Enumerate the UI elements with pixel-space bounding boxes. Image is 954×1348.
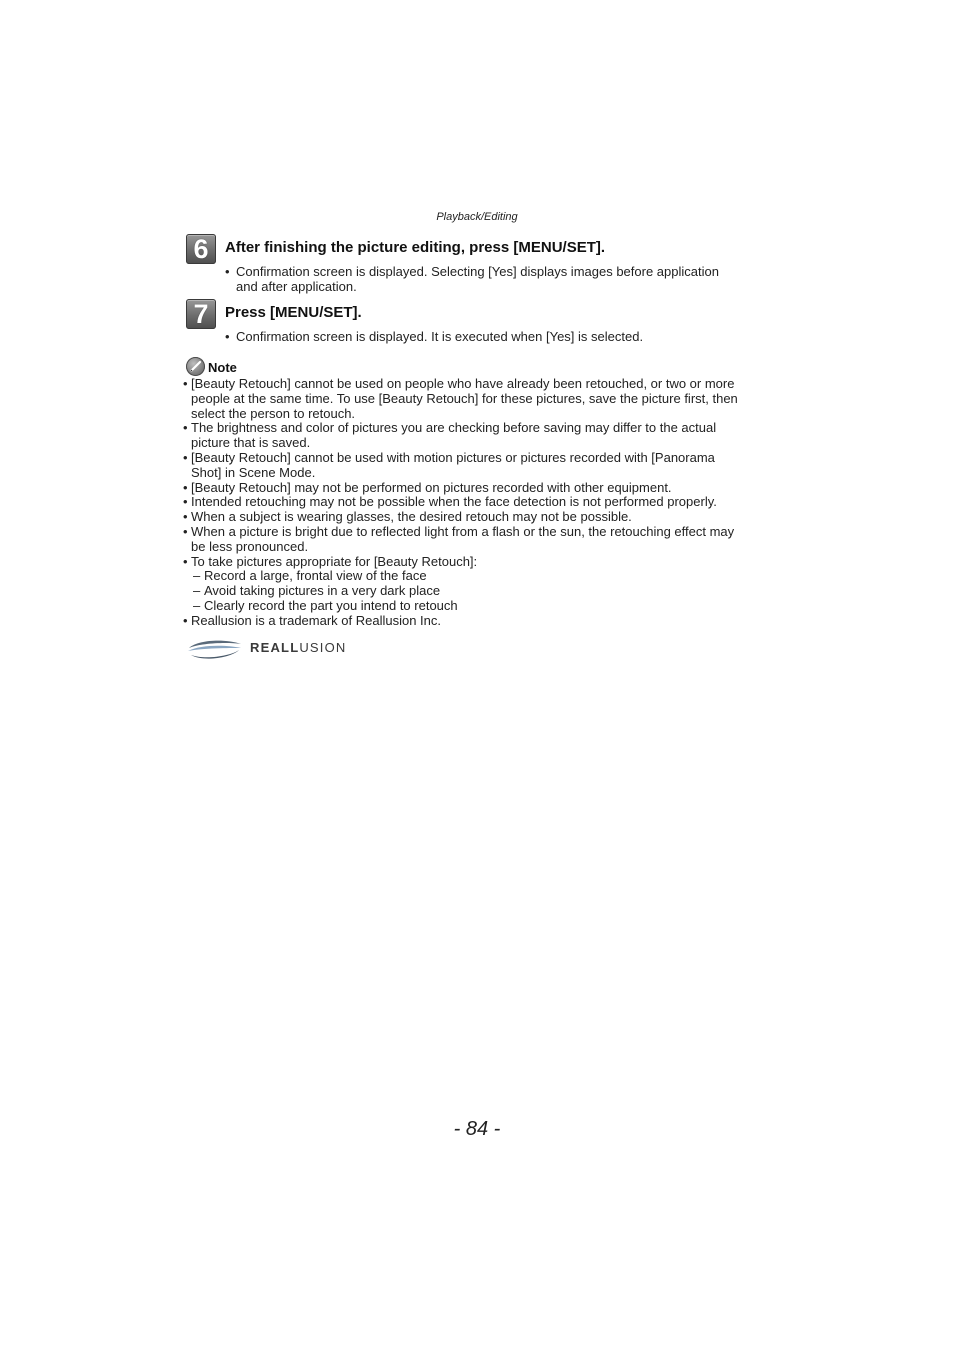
step-6-badge: 6 bbox=[186, 234, 216, 264]
note-item bbox=[183, 495, 773, 510]
note-item bbox=[183, 555, 773, 570]
step-7-bullet: • bbox=[225, 329, 230, 344]
note-line: [Beauty Retouch] may not be performed on pictures recorded with other equipment. bbox=[191, 479, 672, 495]
note-line: [Beauty Retouch] cannot be used with motion pictures or pictures recorded with [Panorama bbox=[191, 449, 715, 465]
note-line: [Beauty Retouch] cannot be used on people who have already been retouched, or two or more bbox=[191, 376, 735, 391]
note-bullet: • bbox=[183, 420, 188, 436]
note-item bbox=[183, 377, 773, 421]
note-bullet: • bbox=[183, 612, 188, 628]
note-line: The brightness and color of pictures you are checking before saving may differ to the actual bbox=[191, 420, 717, 436]
note-pencil-icon bbox=[186, 357, 205, 376]
note-dash: – bbox=[193, 597, 201, 613]
step-6-body bbox=[225, 264, 776, 294]
note-bullet: • bbox=[183, 449, 188, 465]
note-line: To take pictures appropriate for [Beauty Retouch]: bbox=[191, 553, 478, 569]
note-item bbox=[183, 421, 773, 451]
note-bullet: • bbox=[183, 509, 188, 525]
step-7-body-line: Confirmation screen is displayed. It is executed when [Yes] is selected. bbox=[236, 329, 644, 344]
reallusion-wordmark bbox=[250, 640, 347, 655]
note-pencil-icon-glyph bbox=[186, 357, 205, 376]
note-line: select the person to retouch. bbox=[191, 405, 356, 421]
note-item bbox=[183, 481, 773, 496]
note-line: picture that is saved. bbox=[191, 435, 311, 451]
reallusion-wordmark-bold: REALL bbox=[250, 640, 300, 655]
note-line: Reallusion is a trademark of Reallusion Inc. bbox=[191, 612, 442, 628]
step-6-body-line: Confirmation screen is displayed. Selecting [Yes] displays images before application bbox=[236, 264, 719, 279]
note-sub-item bbox=[183, 569, 773, 584]
reallusion-swoosh-logo-icon bbox=[187, 636, 243, 662]
note-item bbox=[183, 614, 773, 629]
note-dash: – bbox=[193, 583, 201, 599]
note-bullet: • bbox=[183, 494, 188, 510]
note-line: be less pronounced. bbox=[191, 538, 309, 554]
step-6-body-line: and after application. bbox=[236, 279, 357, 294]
note-label: Note bbox=[208, 360, 237, 375]
note-bullet: • bbox=[183, 479, 188, 495]
step-7-title: Press [MENU/SET]. bbox=[225, 304, 362, 321]
note-line: Intended retouching may not be possible when the face detection is not performed properly. bbox=[191, 494, 717, 510]
step-6-title: After finishing the picture editing, press [MENU/SET]. bbox=[225, 239, 606, 256]
section-label: Playback/Editing bbox=[436, 211, 518, 223]
step-6-bullet: • bbox=[225, 264, 230, 279]
note-bullet: • bbox=[183, 376, 188, 391]
note-line: people at the same time. To use [Beauty Retouch] for these pictures, save the picture first, then bbox=[191, 390, 738, 406]
note-line: Shot] in Scene Mode. bbox=[191, 464, 316, 480]
note-dash: – bbox=[193, 568, 201, 584]
note-item bbox=[183, 525, 773, 555]
page-number: - 84 - bbox=[453, 1118, 501, 1140]
note-line: When a subject is wearing glasses, the desired retouch may not be possible. bbox=[191, 509, 632, 525]
note-sub-line: Avoid taking pictures in a very dark place bbox=[204, 583, 441, 599]
reallusion-wordmark-light: USION bbox=[299, 640, 347, 655]
note-bullet: • bbox=[183, 553, 188, 569]
note-sub-line: Record a large, frontal view of the face bbox=[204, 568, 427, 584]
note-line: When a picture is bright due to reflected light from a flash or the sun, the retouching effect may bbox=[191, 523, 735, 539]
note-item bbox=[183, 451, 773, 481]
note-sub-item bbox=[183, 599, 773, 614]
step-7-body bbox=[225, 329, 776, 344]
note-item bbox=[183, 510, 773, 525]
note-sub-line: Clearly record the part you intend to retouch bbox=[204, 597, 458, 613]
step-7-badge: 7 bbox=[186, 299, 216, 329]
note-bullet: • bbox=[183, 523, 188, 539]
note-sub-item bbox=[183, 584, 773, 599]
note-list bbox=[183, 377, 773, 629]
